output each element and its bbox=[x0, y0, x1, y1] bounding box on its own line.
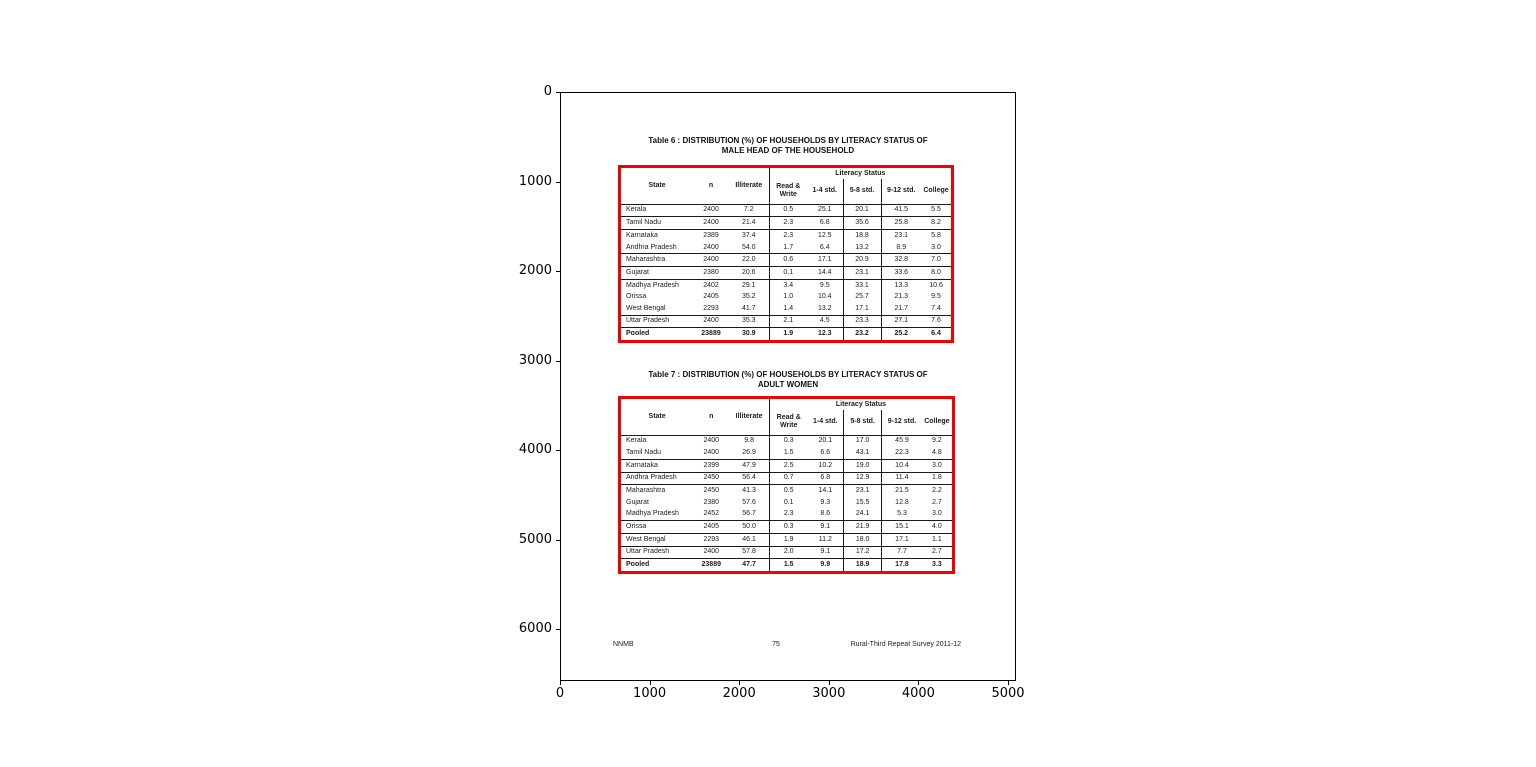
table-cell: Orissa bbox=[626, 293, 647, 301]
table-cell: 23.1 bbox=[844, 485, 882, 497]
table-cell: 13.2 bbox=[843, 242, 881, 254]
table-cell: 56.7 bbox=[729, 508, 769, 520]
table-cell: Kerala bbox=[621, 204, 693, 217]
table-cell: Tamil Nadu bbox=[621, 447, 693, 459]
table-row bbox=[621, 533, 952, 546]
table-cell: 2.3 bbox=[769, 230, 807, 242]
table-cell: 26.9 bbox=[729, 447, 769, 459]
table-cell: 23889 bbox=[701, 561, 721, 569]
table-cell: 3.0 bbox=[922, 459, 952, 472]
table-7 bbox=[621, 399, 952, 571]
table-cell: 21.9 bbox=[844, 520, 882, 533]
table-cell: 0.3 bbox=[769, 520, 807, 533]
table-cell: 13.3 bbox=[881, 279, 921, 291]
table-cell: 6.4 bbox=[931, 330, 941, 338]
table-cell: Uttar Pradesh bbox=[621, 315, 693, 328]
table-cell: 23.1 bbox=[881, 230, 921, 242]
table-cell: 1.1 bbox=[922, 533, 952, 546]
table-6 bbox=[621, 168, 951, 340]
table-7-title-line2: ADULT WOMEN bbox=[757, 379, 819, 389]
table-cell: 57.6 bbox=[742, 498, 756, 506]
table-cell: 0.1 bbox=[769, 497, 807, 508]
table-cell: 8.9 bbox=[881, 242, 921, 254]
footer-left: NNMB bbox=[613, 641, 634, 648]
table-cell: 3.0 bbox=[921, 242, 951, 254]
table-cell: 2.7 bbox=[922, 546, 952, 559]
table-row bbox=[621, 328, 951, 340]
x-tick-mark bbox=[829, 681, 830, 685]
table-row bbox=[621, 315, 951, 328]
table-row bbox=[621, 230, 951, 242]
table-cell: West Bengal bbox=[621, 303, 693, 315]
table-cell: 12.8 bbox=[882, 497, 922, 508]
table-cell: Pooled bbox=[626, 561, 650, 569]
table-cell: Karnataka bbox=[621, 459, 693, 472]
table-cell: 11.4 bbox=[882, 472, 922, 485]
table-cell: 10.2 bbox=[808, 459, 844, 472]
table-cell: 6.4 bbox=[807, 242, 843, 254]
table-cell: 1.9 bbox=[769, 533, 807, 546]
table-cell: 50.0 bbox=[729, 520, 769, 533]
table-cell: Pooled bbox=[626, 330, 650, 338]
table-cell: Uttar Pradesh bbox=[621, 546, 693, 559]
x-tick-mark bbox=[918, 681, 919, 685]
table-cell: 9.2 bbox=[932, 437, 942, 445]
table-cell: 15.1 bbox=[882, 520, 922, 533]
column-header: 1-4 std. bbox=[813, 418, 838, 426]
table-cell: 2400 bbox=[693, 254, 729, 267]
scanned-page bbox=[561, 93, 1015, 680]
table-cell: 9.5 bbox=[819, 281, 830, 289]
x-tick-mark bbox=[650, 681, 651, 685]
table-cell: Kerala bbox=[626, 437, 647, 445]
plot-area bbox=[560, 92, 1016, 681]
table-cell: 2400 bbox=[693, 315, 729, 328]
table-row bbox=[621, 435, 952, 447]
table-cell: 14.1 bbox=[818, 487, 833, 495]
table-cell: Maharashtra bbox=[621, 254, 693, 267]
table-cell: 33.1 bbox=[843, 279, 881, 291]
x-tick-label: 2000 bbox=[722, 686, 756, 701]
table-cell: 0.6 bbox=[769, 254, 807, 267]
table-cell: 2450 bbox=[693, 472, 729, 485]
table-cell: 10.4 bbox=[882, 459, 922, 472]
table-cell: 20.9 bbox=[843, 254, 881, 267]
column-header: Read & Write bbox=[769, 179, 807, 204]
table-row bbox=[621, 217, 951, 230]
table-7-title-line1: Table 7 : DISTRIBUTION (%) OF HOUSEHOLDS BY LITERACY STATUS OF bbox=[648, 370, 928, 379]
y-tick-label: 6000 bbox=[518, 621, 552, 636]
table-cell: 45.9 bbox=[882, 435, 922, 447]
table-row bbox=[621, 546, 952, 559]
column-header: College bbox=[923, 187, 949, 195]
table-cell: 41.7 bbox=[729, 303, 769, 315]
table-cell: 56.4 bbox=[729, 472, 769, 485]
table-cell: 25.8 bbox=[881, 217, 921, 230]
table-cell: 35.3 bbox=[729, 315, 769, 328]
table-cell: 18.9 bbox=[844, 559, 882, 571]
column-header: 9-12 std. bbox=[882, 410, 922, 435]
table-cell: 22.0 bbox=[729, 254, 769, 267]
table-cell: 8.6 bbox=[808, 508, 844, 520]
table-cell: 4.0 bbox=[922, 520, 952, 533]
table-cell: 2400 bbox=[703, 437, 720, 445]
table-cell: 17.1 bbox=[882, 533, 922, 546]
table-cell: 27.1 bbox=[881, 315, 921, 328]
table-cell: 23.1 bbox=[843, 267, 881, 280]
table-cell: 2380 bbox=[703, 498, 720, 506]
table-cell: 8.0 bbox=[921, 267, 951, 280]
table-cell: 21.3 bbox=[881, 292, 921, 303]
table-cell: 47.7 bbox=[742, 561, 756, 569]
table-cell: 17.2 bbox=[844, 546, 882, 559]
table-cell: 15.5 bbox=[844, 497, 882, 508]
table-cell: 4.8 bbox=[922, 447, 952, 459]
table-cell: 14.4 bbox=[807, 267, 843, 280]
table-cell: 21.7 bbox=[881, 303, 921, 315]
table-row bbox=[621, 254, 951, 267]
table-cell: 2.3 bbox=[769, 217, 807, 230]
table-cell: 25.1 bbox=[807, 204, 843, 217]
table-cell: 3.3 bbox=[932, 561, 942, 569]
table-cell: 37.4 bbox=[741, 231, 756, 239]
y-tick-label: 3000 bbox=[518, 352, 552, 368]
y-tick-label: 0 bbox=[543, 84, 552, 99]
table-cell: Karnataka bbox=[626, 231, 658, 239]
table-row bbox=[621, 559, 952, 571]
table-cell: 17.0 bbox=[844, 435, 882, 447]
y-tick-label: 4000 bbox=[518, 442, 552, 457]
table-cell: 20.6 bbox=[729, 267, 769, 280]
table-cell: 29.1 bbox=[741, 281, 756, 289]
column-header: n bbox=[708, 181, 714, 189]
column-header: Illiterate bbox=[735, 412, 763, 420]
table-6-title-line1: Table 6 : DISTRIBUTION (%) OF HOUSEHOLDS BY LITERACY STATUS OF bbox=[648, 136, 928, 145]
table-cell: 2293 bbox=[693, 533, 729, 546]
table-cell: 3.4 bbox=[769, 279, 807, 291]
table-cell: 6.8 bbox=[807, 217, 843, 230]
table-cell: 22.3 bbox=[882, 447, 922, 459]
table-cell: 30.9 bbox=[741, 330, 756, 338]
column-header: Illiterate bbox=[735, 181, 763, 189]
table-cell: 32.8 bbox=[881, 254, 921, 267]
table-cell: 6.8 bbox=[808, 472, 844, 485]
table-cell: 17.1 bbox=[807, 254, 843, 267]
x-tick-label: 4000 bbox=[901, 686, 935, 701]
table-cell: Madhya Pradesh bbox=[621, 508, 693, 520]
column-header: n bbox=[709, 412, 714, 420]
table-cell: 2400 bbox=[693, 447, 729, 459]
table-cell: 9.3 bbox=[820, 498, 831, 506]
table-cell: 7.7 bbox=[882, 546, 922, 559]
table-cell: 2400 bbox=[693, 242, 729, 254]
table-cell: Andhra Pradesh bbox=[621, 242, 693, 254]
table-cell: 9.5 bbox=[931, 293, 941, 301]
table-cell: 20.1 bbox=[818, 437, 833, 445]
x-tick-label: 0 bbox=[555, 686, 565, 701]
table-cell: 1.0 bbox=[769, 292, 807, 303]
table-cell: 0.3 bbox=[769, 435, 807, 447]
table-cell: 2.3 bbox=[769, 508, 807, 520]
table-cell: 57.8 bbox=[729, 546, 769, 559]
table-cell: 2.0 bbox=[769, 546, 807, 559]
table-cell: 47.9 bbox=[729, 459, 769, 472]
column-header: 1-4 std. bbox=[812, 187, 837, 195]
table-row bbox=[621, 485, 952, 497]
table-cell: 5.8 bbox=[931, 231, 941, 239]
table-cell: 7.4 bbox=[921, 303, 951, 315]
table-row bbox=[621, 508, 952, 520]
table-cell: 2400 bbox=[693, 204, 729, 217]
table-cell: Orissa bbox=[621, 520, 693, 533]
table-cell: 7.6 bbox=[921, 315, 951, 328]
table-cell: 25.2 bbox=[881, 328, 921, 340]
table-cell: 12.3 bbox=[817, 330, 832, 338]
table-row bbox=[621, 497, 952, 508]
table-cell: 2389 bbox=[703, 231, 719, 239]
table-cell: 23.3 bbox=[843, 315, 881, 328]
table-cell: 9.8 bbox=[744, 437, 754, 445]
table-cell: 9.1 bbox=[808, 546, 844, 559]
table-cell: 4.5 bbox=[807, 315, 843, 328]
table-row bbox=[621, 267, 951, 280]
y-tick-label: 2000 bbox=[518, 263, 552, 278]
table-row bbox=[621, 303, 951, 315]
table-cell: 11.2 bbox=[808, 533, 844, 546]
table-cell: 0.5 bbox=[769, 485, 807, 497]
table-cell: Gujarat bbox=[626, 498, 649, 506]
table-cell: 18.8 bbox=[843, 230, 881, 242]
table-cell: 9.9 bbox=[820, 561, 831, 569]
table-cell: 2400 bbox=[693, 546, 729, 559]
column-header: Read & Write bbox=[769, 410, 807, 435]
table-cell: 54.0 bbox=[729, 242, 769, 254]
footer-page-number: 75 bbox=[772, 641, 780, 648]
table-cell: 17.1 bbox=[843, 303, 881, 315]
table-cell: 23889 bbox=[701, 330, 721, 338]
table-row bbox=[621, 472, 952, 485]
table-cell: 25.7 bbox=[843, 292, 881, 303]
table-cell: 0.1 bbox=[769, 267, 807, 280]
table-cell: 43.1 bbox=[844, 447, 882, 459]
table-cell: 9.1 bbox=[808, 520, 844, 533]
y-tick-label: 5000 bbox=[518, 531, 552, 547]
y-tick-label: 1000 bbox=[518, 173, 552, 189]
table-cell: 1.7 bbox=[769, 242, 807, 254]
table-row bbox=[621, 242, 951, 254]
table-6-title-line2: MALE HEAD OF THE HOUSEHOLD bbox=[721, 145, 855, 155]
table-cell: 35.2 bbox=[741, 293, 756, 301]
table-cell: 7.2 bbox=[729, 204, 769, 217]
table-cell: 2.2 bbox=[932, 487, 942, 495]
group-header: Literacy Status bbox=[769, 399, 952, 410]
table-cell: 1.5 bbox=[769, 559, 807, 571]
table-cell: 21.4 bbox=[729, 217, 769, 230]
table-cell: 2400 bbox=[693, 217, 729, 230]
table-row bbox=[621, 292, 951, 303]
table-cell: 41.3 bbox=[742, 487, 756, 495]
table-7-red-box bbox=[618, 396, 955, 574]
column-header: State bbox=[648, 181, 666, 189]
table-cell: Tamil Nadu bbox=[621, 217, 693, 230]
table-cell: West Bengal bbox=[621, 533, 693, 546]
table-cell: 10.4 bbox=[817, 293, 832, 301]
table-cell: 2293 bbox=[693, 303, 729, 315]
table-cell: 18.0 bbox=[844, 533, 882, 546]
table-cell: 5.5 bbox=[921, 204, 951, 217]
column-header: State bbox=[648, 412, 666, 420]
table-cell: 2452 bbox=[693, 508, 729, 520]
x-tick-mark bbox=[1008, 681, 1009, 685]
column-header: 5-8 std. bbox=[843, 179, 881, 204]
table-cell: 2405 bbox=[693, 520, 729, 533]
table-cell: 12.5 bbox=[817, 231, 832, 239]
table-cell: 1.4 bbox=[769, 303, 807, 315]
table-row bbox=[621, 204, 951, 217]
table-cell: 2399 bbox=[693, 459, 729, 472]
table-cell: 0.7 bbox=[769, 472, 807, 485]
column-header: 5-8 std. bbox=[844, 410, 882, 435]
table-cell: 2380 bbox=[693, 267, 729, 280]
table-row bbox=[621, 459, 952, 472]
table-cell: 3.0 bbox=[922, 508, 952, 520]
table-cell: Gujarat bbox=[621, 267, 693, 280]
x-tick-mark bbox=[739, 681, 740, 685]
table-cell: 0.5 bbox=[769, 204, 807, 217]
table-cell: 41.5 bbox=[881, 204, 921, 217]
table-cell: 24.1 bbox=[844, 508, 882, 520]
table-7-title bbox=[561, 370, 1015, 389]
table-cell: 23.2 bbox=[843, 328, 881, 340]
table-cell: 33.6 bbox=[881, 267, 921, 280]
table-cell: 17.8 bbox=[882, 559, 922, 571]
table-cell: Maharashtra bbox=[626, 487, 666, 495]
table-cell: 5.3 bbox=[882, 508, 922, 520]
column-header: 9-12 std. bbox=[881, 179, 921, 204]
table-6-title bbox=[561, 136, 1015, 155]
x-tick-mark bbox=[560, 681, 561, 685]
table-cell: 6.6 bbox=[808, 447, 844, 459]
table-cell: 10.6 bbox=[929, 281, 943, 289]
table-cell: 2.5 bbox=[769, 459, 807, 472]
x-tick-label: 1000 bbox=[633, 686, 667, 701]
column-header: College bbox=[924, 418, 950, 426]
table-cell: 35.6 bbox=[843, 217, 881, 230]
table-cell: 1.5 bbox=[769, 447, 807, 459]
table-cell: 2450 bbox=[703, 487, 720, 495]
table-cell: 2402 bbox=[703, 281, 719, 289]
group-header: Literacy Status bbox=[769, 168, 951, 179]
table-cell: 19.0 bbox=[844, 459, 882, 472]
table-cell: 13.2 bbox=[807, 303, 843, 315]
table-cell: 46.1 bbox=[729, 533, 769, 546]
table-cell: 21.5 bbox=[882, 485, 922, 497]
table-cell: Madhya Pradesh bbox=[626, 281, 679, 289]
table-cell: 8.2 bbox=[921, 217, 951, 230]
table-row bbox=[621, 279, 951, 291]
table-cell: 2405 bbox=[703, 293, 719, 301]
table-cell: 12.9 bbox=[844, 472, 882, 485]
table-cell: 1.9 bbox=[769, 328, 807, 340]
table-row bbox=[621, 447, 952, 459]
table-cell: Andhra Pradesh bbox=[621, 472, 693, 485]
x-tick-label: 3000 bbox=[812, 686, 846, 701]
footer-right: Rural-Third Repeat Survey 2011-12 bbox=[850, 641, 961, 648]
table-cell: 1.8 bbox=[922, 472, 952, 485]
x-tick-label: 5000 bbox=[991, 686, 1025, 701]
table-cell: 20.1 bbox=[843, 204, 881, 217]
table-cell: 2.7 bbox=[932, 498, 942, 506]
table-6-red-box bbox=[618, 165, 954, 343]
table-cell: 7.0 bbox=[921, 254, 951, 267]
table-cell: 2.1 bbox=[769, 315, 807, 328]
table-row bbox=[621, 520, 952, 533]
